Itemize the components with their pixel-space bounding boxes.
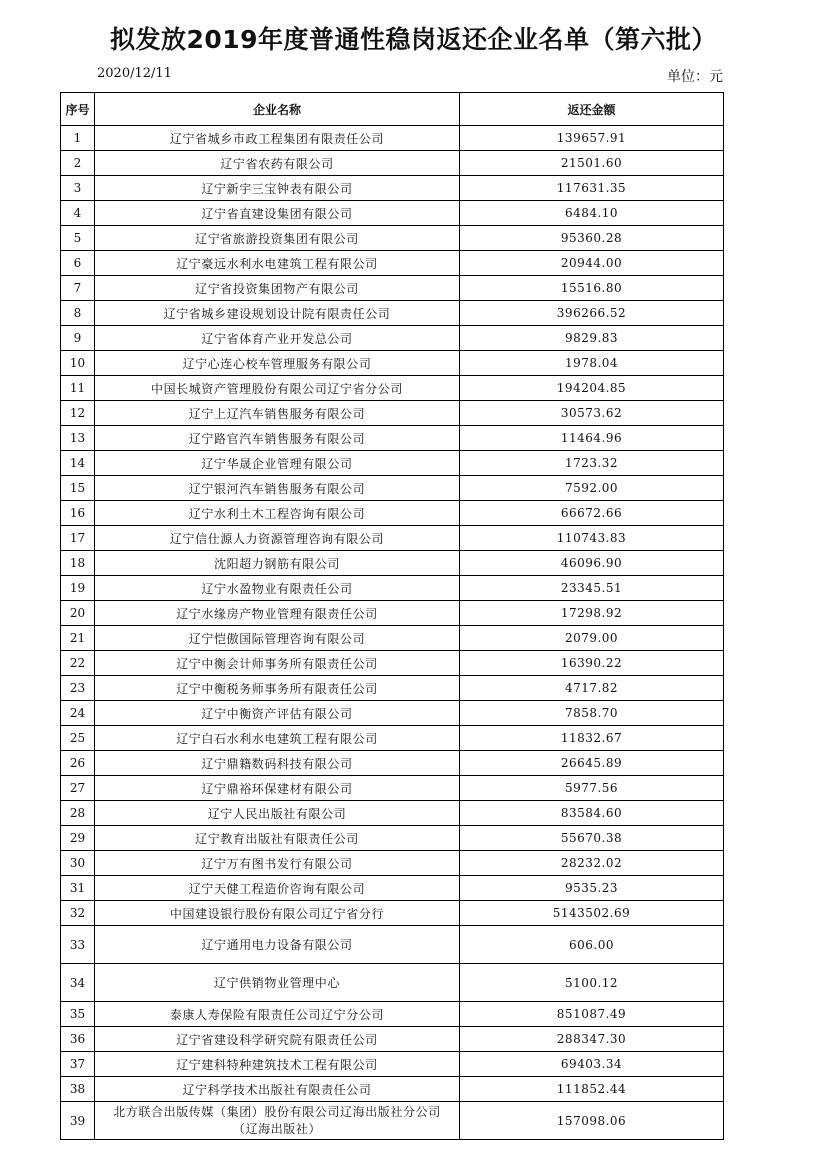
table-row — [61, 626, 724, 651]
row-amount: 1723.32 — [460, 451, 724, 476]
table-row — [61, 301, 724, 326]
table-row — [61, 751, 724, 776]
row-company-name: 辽宁路官汽车销售服务有限公司 — [95, 426, 460, 451]
row-index: 1 — [61, 126, 95, 151]
table-row — [61, 176, 724, 201]
table-row — [61, 1102, 724, 1140]
row-index: 7 — [61, 276, 95, 301]
row-company-name: 辽宁白石水利水电建筑工程有限公司 — [95, 726, 460, 751]
table-row — [61, 326, 724, 351]
row-amount: 83584.60 — [460, 801, 724, 826]
table-row — [61, 576, 724, 601]
table-header-row — [61, 93, 724, 126]
table-row — [61, 351, 724, 376]
row-index: 10 — [61, 351, 95, 376]
row-amount: 66672.66 — [460, 501, 724, 526]
table-row — [61, 501, 724, 526]
row-company-name: 辽宁上辽汽车销售服务有限公司 — [95, 401, 460, 426]
row-company-name: 辽宁恺傲国际管理咨询有限公司 — [95, 626, 460, 651]
row-amount: 26645.89 — [460, 751, 724, 776]
table-row — [61, 964, 724, 1002]
row-amount: 110743.83 — [460, 526, 724, 551]
row-index: 9 — [61, 326, 95, 351]
row-company-name: 辽宁水缘房产物业管理有限责任公司 — [95, 601, 460, 626]
table-row — [61, 226, 724, 251]
row-amount: 95360.28 — [460, 226, 724, 251]
row-amount: 20944.00 — [460, 251, 724, 276]
row-index: 15 — [61, 476, 95, 501]
row-index: 17 — [61, 526, 95, 551]
row-index: 18 — [61, 551, 95, 576]
row-index: 24 — [61, 701, 95, 726]
table-row — [61, 551, 724, 576]
row-index: 37 — [61, 1052, 95, 1077]
table-row — [61, 126, 724, 151]
row-company-name: 中国建设银行股份有限公司辽宁省分行 — [95, 901, 460, 926]
row-index: 21 — [61, 626, 95, 651]
row-amount: 9829.83 — [460, 326, 724, 351]
row-company-name: 辽宁银河汽车销售服务有限公司 — [95, 476, 460, 501]
page-title: 拟发放2019年度普通性稳岗返还企业名单（第六批） — [109, 25, 718, 54]
row-company-name: 辽宁人民出版社有限公司 — [95, 801, 460, 826]
row-company-name: 辽宁鼎籍数码科技有限公司 — [95, 751, 460, 776]
row-company-name: 辽宁华晟企业管理有限公司 — [95, 451, 460, 476]
row-amount: 9535.23 — [460, 876, 724, 901]
row-index: 5 — [61, 226, 95, 251]
header-company: 企业名称 — [95, 93, 460, 126]
row-company-name: 辽宁供销物业管理中心 — [95, 964, 460, 1002]
row-company-name: 辽宁水盈物业有限责任公司 — [95, 576, 460, 601]
row-index: 4 — [61, 201, 95, 226]
row-amount: 4717.82 — [460, 676, 724, 701]
row-index: 29 — [61, 826, 95, 851]
row-company-name: 辽宁水利土木工程咨询有限公司 — [95, 501, 460, 526]
table-row — [61, 426, 724, 451]
row-index: 13 — [61, 426, 95, 451]
row-amount: 23345.51 — [460, 576, 724, 601]
table-row — [61, 826, 724, 851]
row-company-name: 辽宁省农药有限公司 — [95, 151, 460, 176]
row-amount: 111852.44 — [460, 1077, 724, 1102]
row-company-name: 辽宁通用电力设备有限公司 — [95, 926, 460, 964]
row-company-name: 辽宁省直建设集团有限公司 — [95, 201, 460, 226]
table-row — [61, 376, 724, 401]
document-date: 2020/12/11 — [97, 66, 172, 81]
table-row — [61, 601, 724, 626]
company-refund-table — [60, 92, 724, 1140]
row-index: 27 — [61, 776, 95, 801]
row-index: 11 — [61, 376, 95, 401]
row-index: 26 — [61, 751, 95, 776]
row-index: 19 — [61, 576, 95, 601]
row-company-name: 北方联合出版传媒（集团）股份有限公司辽海出版社分公司（辽海出版社） — [95, 1102, 460, 1140]
row-company-name: 辽宁鼎裕环保建材有限公司 — [95, 776, 460, 801]
table-row — [61, 1027, 724, 1052]
row-company-name: 辽宁中衡税务师事务所有限责任公司 — [95, 676, 460, 701]
row-company-name: 辽宁省体育产业开发总公司 — [95, 326, 460, 351]
row-company-name: 辽宁天健工程造价咨询有限公司 — [95, 876, 460, 901]
table-row — [61, 901, 724, 926]
row-amount: 396266.52 — [460, 301, 724, 326]
table-row — [61, 526, 724, 551]
row-index: 6 — [61, 251, 95, 276]
row-company-name: 中国长城资产管理股份有限公司辽宁省分公司 — [95, 376, 460, 401]
row-amount: 288347.30 — [460, 1027, 724, 1052]
row-company-name: 辽宁科学技术出版社有限责任公司 — [95, 1077, 460, 1102]
row-company-name: 辽宁中衡资产评估有限公司 — [95, 701, 460, 726]
row-index: 30 — [61, 851, 95, 876]
table-row — [61, 801, 724, 826]
row-index: 34 — [61, 964, 95, 1002]
row-amount: 7592.00 — [460, 476, 724, 501]
row-index: 38 — [61, 1077, 95, 1102]
row-amount: 117631.35 — [460, 176, 724, 201]
table-row — [61, 926, 724, 964]
table-row — [61, 1077, 724, 1102]
row-amount: 15516.80 — [460, 276, 724, 301]
row-amount: 139657.91 — [460, 126, 724, 151]
row-company-name: 泰康人寿保险有限责任公司辽宁分公司 — [95, 1002, 460, 1027]
table-row — [61, 401, 724, 426]
row-company-name: 辽宁省旅游投资集团有限公司 — [95, 226, 460, 251]
row-amount: 11464.96 — [460, 426, 724, 451]
row-company-name: 辽宁新宇三宝钟表有限公司 — [95, 176, 460, 201]
table-row — [61, 476, 724, 501]
table-row — [61, 776, 724, 801]
table-row — [61, 451, 724, 476]
row-amount: 28232.02 — [460, 851, 724, 876]
row-amount: 7858.70 — [460, 701, 724, 726]
row-company-name: 辽宁心连心校车管理服务有限公司 — [95, 351, 460, 376]
table-row — [61, 201, 724, 226]
row-company-name: 辽宁信仕源人力资源管理咨询有限公司 — [95, 526, 460, 551]
row-index: 39 — [61, 1102, 95, 1140]
table-row — [61, 676, 724, 701]
row-index: 31 — [61, 876, 95, 901]
row-index: 22 — [61, 651, 95, 676]
row-amount: 17298.92 — [460, 601, 724, 626]
row-amount: 55670.38 — [460, 826, 724, 851]
row-index: 14 — [61, 451, 95, 476]
header-index: 序号 — [61, 93, 95, 126]
row-company-name: 辽宁省建设科学研究院有限责任公司 — [95, 1027, 460, 1052]
row-amount: 46096.90 — [460, 551, 724, 576]
row-index: 33 — [61, 926, 95, 964]
row-company-name: 辽宁建科特种建筑技术工程有限公司 — [95, 1052, 460, 1077]
row-index: 35 — [61, 1002, 95, 1027]
row-index: 32 — [61, 901, 95, 926]
row-index: 36 — [61, 1027, 95, 1052]
row-company-name: 辽宁中衡会计师事务所有限责任公司 — [95, 651, 460, 676]
row-amount: 6484.10 — [460, 201, 724, 226]
row-amount: 11832.67 — [460, 726, 724, 751]
row-index: 2 — [61, 151, 95, 176]
row-amount: 5977.56 — [460, 776, 724, 801]
row-company-name: 辽宁省城乡建设规划设计院有限责任公司 — [95, 301, 460, 326]
row-index: 16 — [61, 501, 95, 526]
header-amount: 返还金额 — [460, 93, 724, 126]
row-amount: 1978.04 — [460, 351, 724, 376]
row-company-name: 辽宁万有图书发行有限公司 — [95, 851, 460, 876]
row-company-name: 沈阳超力钢筋有限公司 — [95, 551, 460, 576]
table-row — [61, 726, 724, 751]
row-amount: 606.00 — [460, 926, 724, 964]
currency-unit: 单位：元 — [667, 69, 723, 85]
table-row — [61, 851, 724, 876]
row-amount: 194204.85 — [460, 376, 724, 401]
row-company-name: 辽宁豪远水利水电建筑工程有限公司 — [95, 251, 460, 276]
row-amount: 21501.60 — [460, 151, 724, 176]
row-company-name: 辽宁省投资集团物产有限公司 — [95, 276, 460, 301]
row-amount: 851087.49 — [460, 1002, 724, 1027]
table-row — [61, 701, 724, 726]
row-index: 12 — [61, 401, 95, 426]
row-amount: 30573.62 — [460, 401, 724, 426]
row-amount: 5100.12 — [460, 964, 724, 1002]
row-index: 25 — [61, 726, 95, 751]
table-row — [61, 276, 724, 301]
row-amount: 69403.34 — [460, 1052, 724, 1077]
row-amount: 157098.06 — [460, 1102, 724, 1140]
table-row — [61, 1052, 724, 1077]
row-index: 8 — [61, 301, 95, 326]
row-index: 3 — [61, 176, 95, 201]
table-row — [61, 251, 724, 276]
table-row — [61, 651, 724, 676]
row-amount: 16390.22 — [460, 651, 724, 676]
row-index: 20 — [61, 601, 95, 626]
row-company-name: 辽宁教育出版社有限责任公司 — [95, 826, 460, 851]
row-company-name: 辽宁省城乡市政工程集团有限责任公司 — [95, 126, 460, 151]
row-amount: 5143502.69 — [460, 901, 724, 926]
table-row — [61, 876, 724, 901]
row-index: 28 — [61, 801, 95, 826]
table-row — [61, 151, 724, 176]
row-amount: 2079.00 — [460, 626, 724, 651]
table-row — [61, 1002, 724, 1027]
row-index: 23 — [61, 676, 95, 701]
